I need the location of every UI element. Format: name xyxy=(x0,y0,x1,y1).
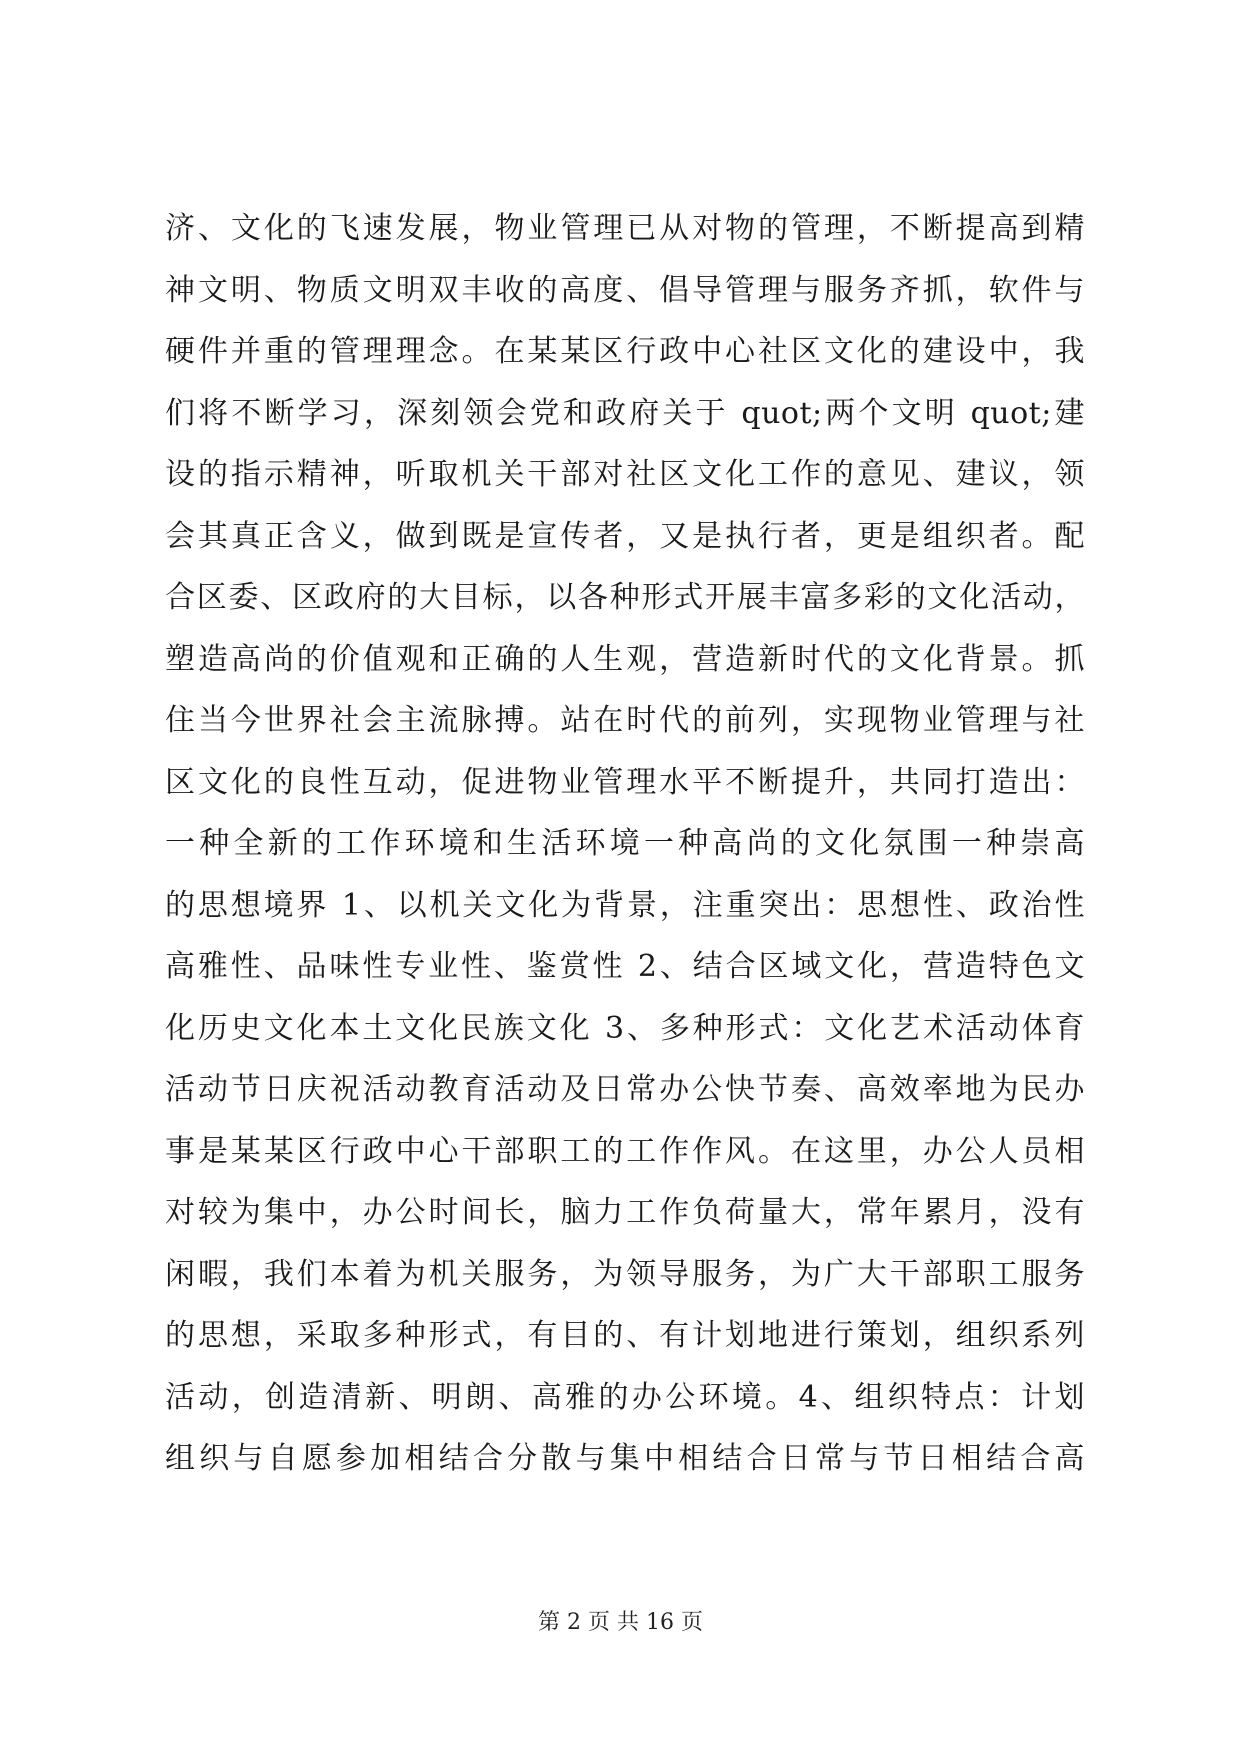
text-line: 组织与自愿参加相结合分散与集中相结合日常与节日相结合高 xyxy=(165,1441,1085,1476)
text-line: 神文明、物质文明双丰收的高度、倡导管理与服务齐抓，软件与 xyxy=(165,272,1085,308)
text-line: 住当今世界社会主流脉搏。站在时代的前列，实现物业管理与社 xyxy=(165,703,1085,738)
text-line: 的思想境界 1、以机关文化为背景，注重突出：思想性、政治性 xyxy=(165,887,1085,923)
text-line: 们将不断学习，深刻领会党和政府关于 quot;两个文明 quot;建 xyxy=(165,395,1085,431)
body-text xyxy=(165,208,1085,1500)
text-line: 高雅性、品味性专业性、鉴赏性 2、结合区域文化，营造特色文 xyxy=(165,949,1085,984)
text-line: 活动节日庆祝活动教育活动及日常办公快节奏、高效率地为民办 xyxy=(165,1072,1085,1107)
text-line: 塑造高尚的价值观和正确的人生观，营造新时代的文化背景。抓 xyxy=(165,641,1085,677)
text-line: 济、文化的飞速发展，物业管理已从对物的管理，不断提高到精 xyxy=(165,211,1085,246)
text-line: 硬件并重的管理理念。在某某区行政中心社区文化的建设中，我 xyxy=(165,334,1085,369)
text-line: 设的指示精神，听取机关干部对社区文化工作的意见、建议，领 xyxy=(165,457,1085,492)
text-line: 活动，创造清新、明朗、高雅的办公环境。4、组织特点：计划 xyxy=(165,1379,1085,1415)
text-line: 合区委、区政府的大目标，以各种形式开展丰富多彩的文化活动， xyxy=(165,580,1085,615)
text-line: 事是某某区行政中心干部职工的工作作风。在这里，办公人员相 xyxy=(165,1133,1085,1169)
text-line: 对较为集中，办公时间长，脑力工作负荷量大，常年累月，没有 xyxy=(165,1195,1085,1230)
text-line: 区文化的良性互动，促进物业管理水平不断提升，共同打造出： xyxy=(165,764,1085,800)
text-line: 会其真正含义，做到既是宣传者，又是执行者，更是组织者。配 xyxy=(165,518,1085,554)
text-line: 一种全新的工作环境和生活环境一种高尚的文化氛围一种崇高 xyxy=(165,826,1085,861)
text-line: 闲暇，我们本着为机关服务，为领导服务，为广大干部职工服务 xyxy=(165,1256,1085,1292)
text-line: 的思想，采取多种形式，有目的、有计划地进行策划，组织系列 xyxy=(165,1318,1085,1353)
text-line: 化历史文化本土文化民族文化 3、多种形式：文化艺术活动体育 xyxy=(165,1010,1085,1046)
page-number-footer: 第 2 页 共 16 页 xyxy=(538,1610,703,1635)
